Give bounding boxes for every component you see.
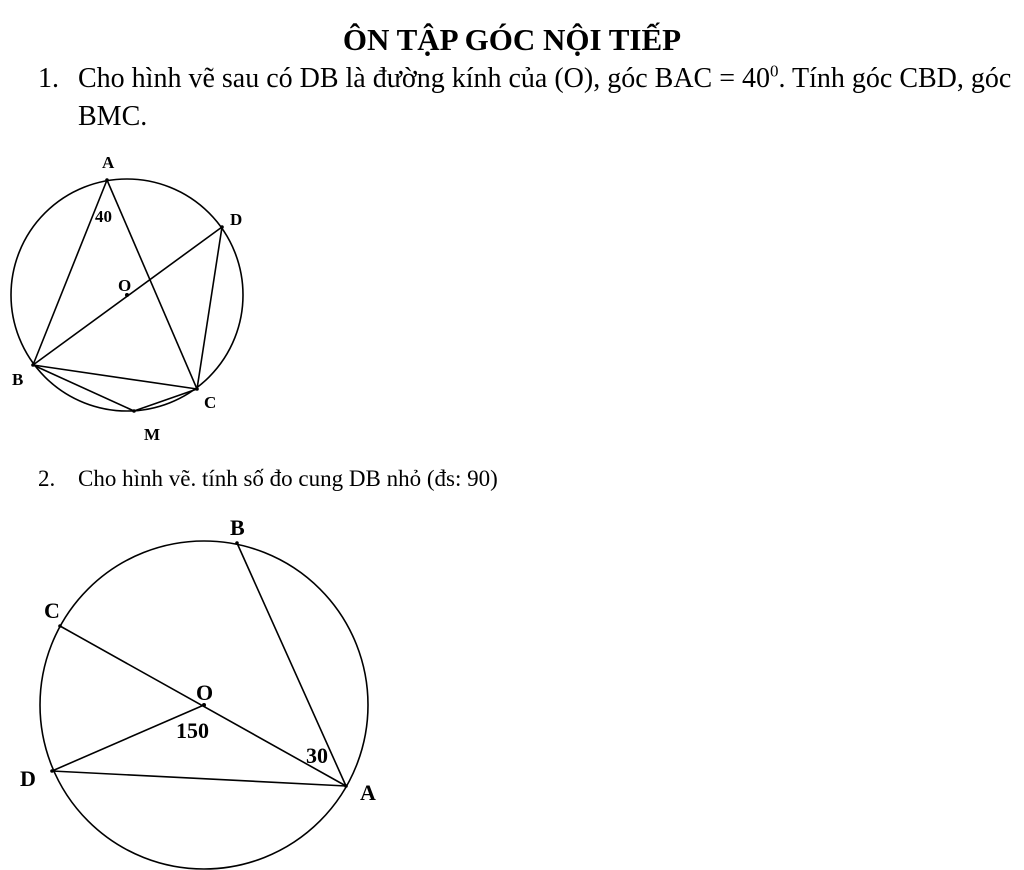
- label-O-1: O: [118, 276, 132, 295]
- label-O-2: O: [196, 680, 214, 705]
- problem-1-text-end: . Tính góc CBD, góc BMC.: [78, 63, 1012, 132]
- figure-2-points: [50, 541, 348, 788]
- angle-label-BAC: 40: [95, 207, 112, 226]
- problem-2-text: Cho hình vẽ. tính số đo cung DB nhỏ (đs: 90): [78, 466, 498, 491]
- label-C-2: C: [44, 598, 60, 623]
- point-D-1: [220, 225, 224, 229]
- point-D-2: [50, 769, 54, 773]
- label-A-2: A: [360, 780, 376, 805]
- angle-label-center: 150: [176, 718, 209, 743]
- problem-2-number: 2.: [38, 466, 56, 491]
- angle-label-A: 30: [306, 743, 328, 768]
- page-title: ÔN TẬP GÓC NỘI TIẾP: [342, 22, 682, 57]
- label-D-1: D: [230, 210, 243, 229]
- point-M-1: [132, 409, 136, 413]
- label-A-1: A: [102, 153, 115, 172]
- label-C-1: C: [204, 393, 217, 412]
- point-C-2: [58, 624, 62, 628]
- label-M-1: M: [144, 425, 161, 444]
- chord-DA: [52, 771, 346, 786]
- chord-MC: [134, 389, 197, 411]
- chord-DC: [197, 227, 222, 389]
- label-B-2: B: [230, 515, 245, 540]
- problem-1-text-main: Cho hình vẽ sau có DB là đường kính của (O), góc BAC = 40: [78, 63, 771, 94]
- chord-BA: [237, 543, 346, 786]
- problem-1-number: 1.: [38, 63, 59, 94]
- figure-1-labels: [12, 153, 242, 444]
- point-B-2: [235, 541, 239, 545]
- degree-superscript: 0: [770, 61, 779, 81]
- point-C-1: [195, 387, 199, 391]
- point-A-2: [344, 784, 348, 788]
- label-B-1: B: [12, 370, 24, 389]
- point-B-1: [31, 363, 35, 367]
- point-A-1: [105, 178, 109, 182]
- label-D-2: D: [20, 766, 36, 791]
